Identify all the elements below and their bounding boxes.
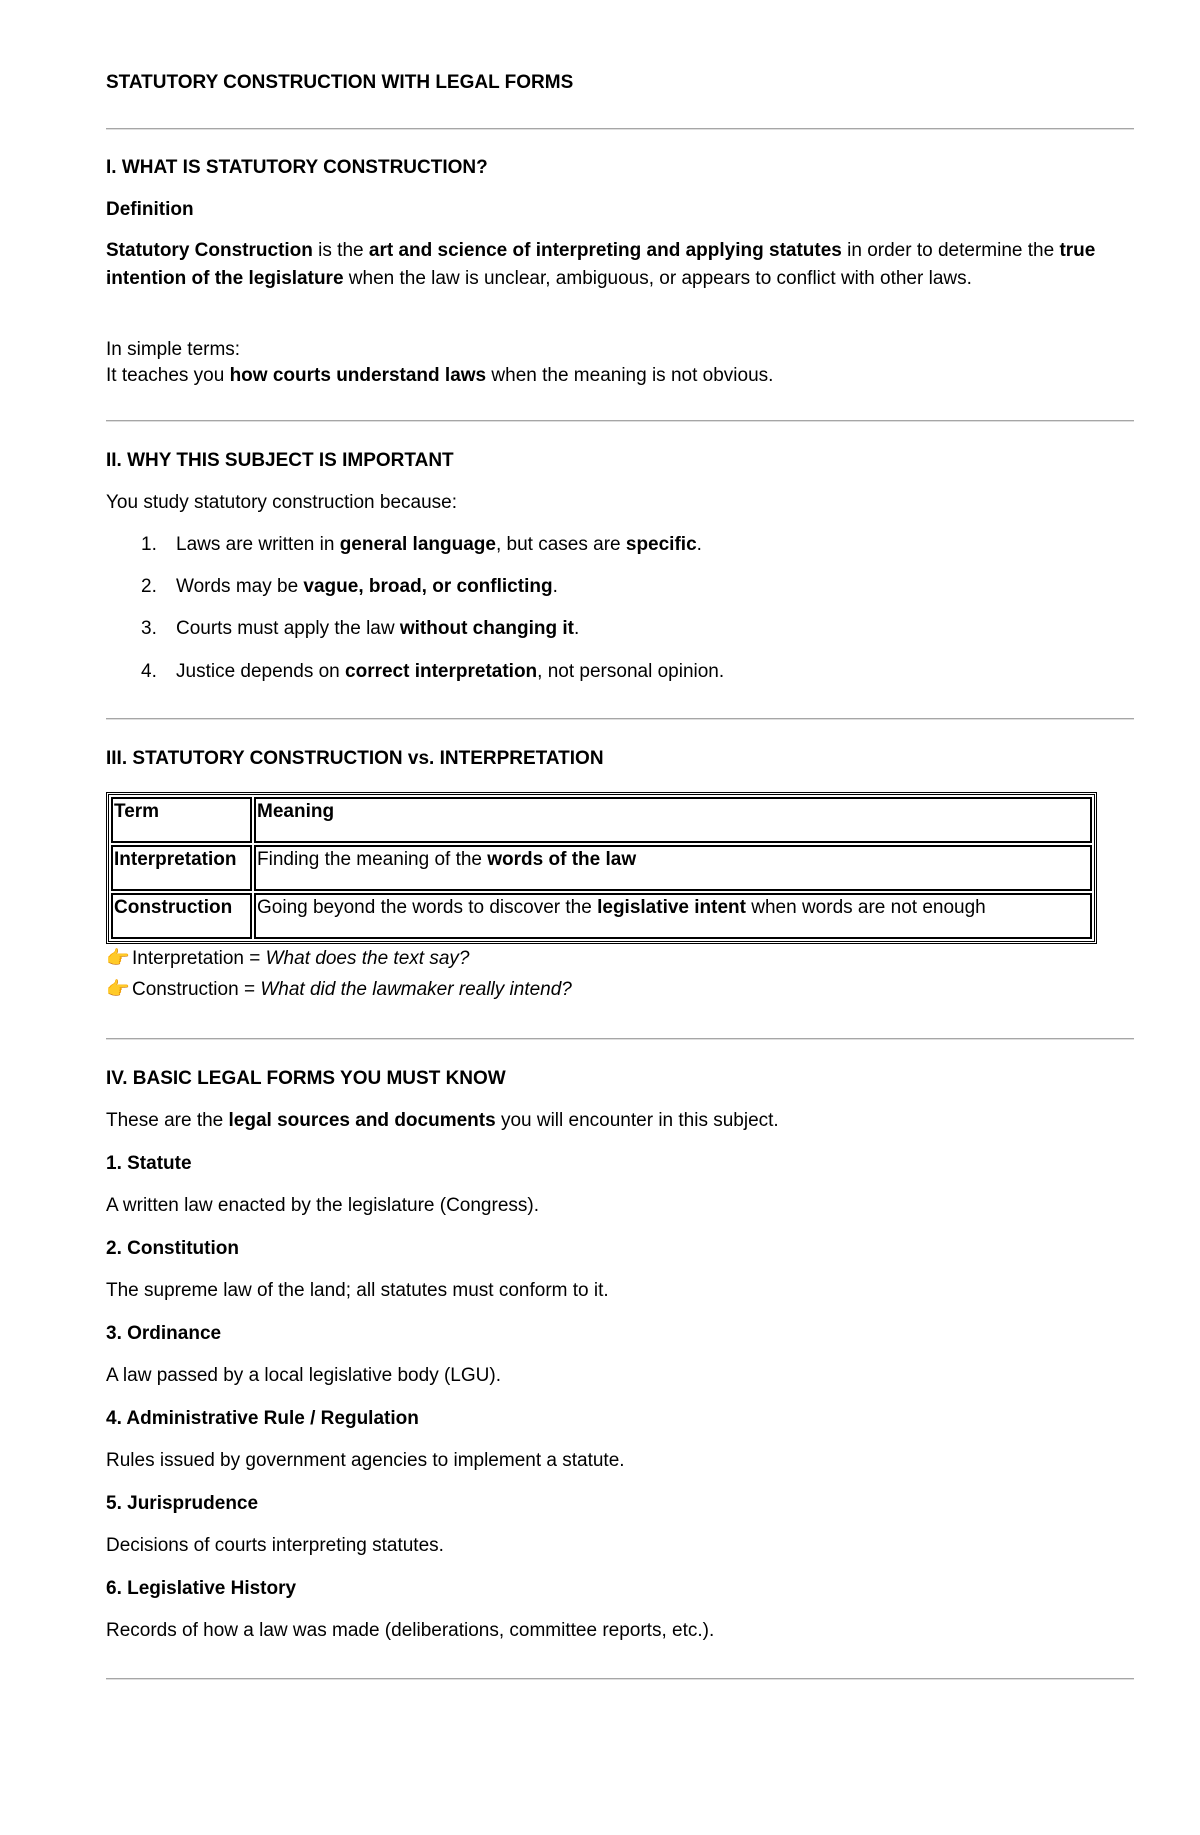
form-description: A written law enacted by the legislature (Congress). — [106, 1195, 539, 1216]
section-1-heading: I. WHAT IS STATUTORY CONSTRUCTION? — [106, 157, 488, 178]
form-description: The supreme law of the land; all statutes must conform to it. — [106, 1280, 609, 1301]
table-header: Term — [111, 797, 252, 843]
def-text: in order to determine the — [841, 240, 1060, 261]
def-emphasis: art and science of interpreting and applying statutes — [368, 240, 842, 261]
simple-terms-label: In simple terms: — [106, 339, 241, 360]
def-text: when the law is unclear, ambiguous, or appears to conflict with other laws. — [343, 268, 972, 289]
divider — [106, 420, 1134, 422]
form-title: 1. Statute — [106, 1153, 192, 1174]
def-text: is the — [312, 240, 369, 261]
comparison-table — [106, 792, 1097, 944]
form-title: 6. Legislative History — [106, 1578, 297, 1599]
form-title: 4. Administrative Rule / Regulation — [106, 1408, 419, 1429]
divider — [106, 718, 1134, 720]
list-number: 3. — [141, 618, 157, 639]
form-title: 2. Constitution — [106, 1238, 239, 1259]
list-text: Laws are written in general language, but cases are specific. — [176, 534, 702, 555]
simple-terms-text — [106, 362, 1134, 390]
list-text: Words may be vague, broad, or conflicting. — [176, 576, 558, 597]
section-4-intro: These are the legal sources and documents you will encounter in this subject. — [106, 1110, 779, 1131]
table-header-row — [111, 797, 1092, 843]
list-number: 2. — [141, 576, 157, 597]
list-text: Justice depends on correct interpretation, not personal opinion. — [176, 661, 725, 682]
table-cell: Interpretation — [111, 845, 252, 891]
pointing-hand-icon: 👉 — [106, 948, 130, 969]
list-number: 1. — [141, 534, 157, 555]
divider — [106, 1678, 1134, 1680]
list-number: 4. — [141, 661, 157, 682]
pointing-hand-icon: 👉 — [106, 979, 130, 1000]
table-cell: Going beyond the words to discover the legislative intent when words are not enough — [254, 893, 1092, 939]
document-title: STATUTORY CONSTRUCTION WITH LEGAL FORMS — [106, 72, 574, 93]
form-description: A law passed by a local legislative body (LGU). — [106, 1365, 501, 1386]
table-header: Meaning — [254, 797, 1092, 843]
table-row — [111, 845, 1092, 891]
definition-subheading: Definition — [106, 199, 194, 220]
form-title: 3. Ordinance — [106, 1323, 222, 1344]
section-2-heading: II. WHY THIS SUBJECT IS IMPORTANT — [106, 450, 454, 471]
interpretation-note: 👉 Interpretation = What does the text say? — [106, 945, 1134, 973]
form-description: Rules issued by government agencies to implement a statute. — [106, 1450, 625, 1471]
form-title: 5. Jurisprudence — [106, 1493, 259, 1514]
divider — [106, 128, 1134, 130]
table-cell: Construction — [111, 893, 252, 939]
form-description: Decisions of courts interpreting statutes. — [106, 1535, 444, 1556]
section-4-heading: IV. BASIC LEGAL FORMS YOU MUST KNOW — [106, 1068, 506, 1089]
text-run: when the meaning is not obvious. — [486, 365, 774, 386]
text-emphasis: how courts understand laws — [229, 365, 487, 386]
definition-paragraph — [106, 237, 1134, 293]
list-text: Courts must apply the law without changing it. — [176, 618, 580, 639]
table-cell: Finding the meaning of the words of the law — [254, 845, 1092, 891]
def-term: Statutory Construction — [106, 240, 313, 261]
divider — [106, 1038, 1134, 1040]
section-2-intro: You study statutory construction because: — [106, 492, 458, 513]
construction-note: 👉 Construction = What did the lawmaker really intend? — [106, 976, 1134, 1004]
form-description: Records of how a law was made (deliberations, committee reports, etc.). — [106, 1620, 715, 1641]
text-run: It teaches you — [106, 365, 230, 386]
def-emphasis: true intention of the legislature — [106, 240, 1096, 289]
section-3-heading: III. STATUTORY CONSTRUCTION vs. INTERPRETATION — [106, 748, 604, 769]
table-row — [111, 893, 1092, 939]
